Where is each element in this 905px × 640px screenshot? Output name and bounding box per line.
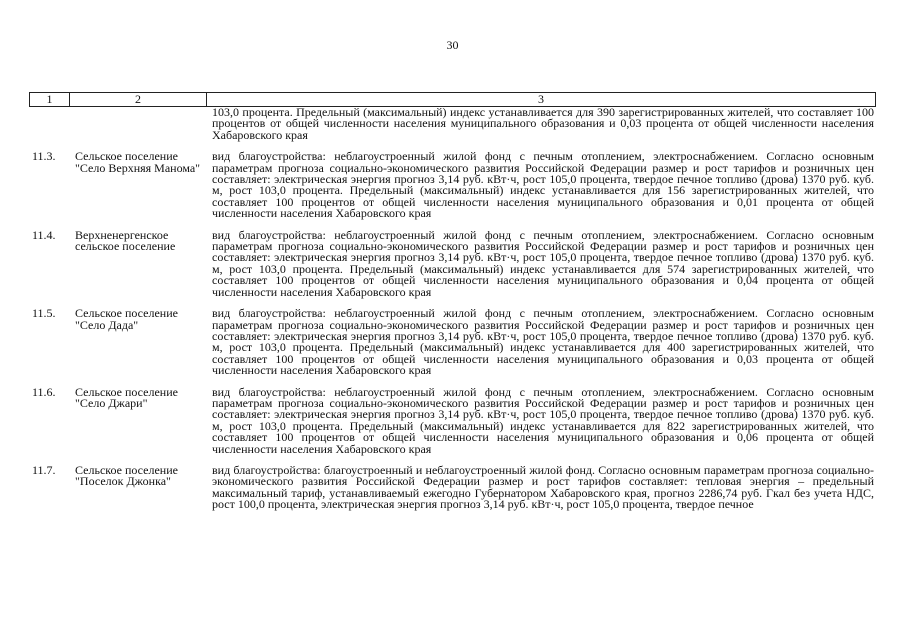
settlement-description: вид благоустройства: благоустроенный и неблагоустроенный жилой фонд. Согласно основным параметрам прогноза социально-экономического развития Российской Федерации размер и рост тарифов составляет: тепловая энергия – предельный максимальный тариф, устанавливаемый ежегодно Губернатором Хабаровского края, прогноз 2286,74 руб. Гкал без учета НДС, рост 100,0 процента, электрическая энергия прогноз 3,14 руб. кВт·ч, рост 105,0 процента, твердое печное — [212, 462, 874, 512]
row-number: 11.3. — [32, 149, 56, 164]
continuation-text: 103,0 процента. Предельный (максимальный) индекс устанавливается для 390 зарегистрированных жителей, что составляет 100 процентов от общей численности населения муниципального образования и 0,03 процента от общей численности населения Хабаровского края — [212, 105, 874, 142]
row-number: 11.6. — [32, 384, 56, 399]
settlement-name: Сельское поселение "Село Джари" — [75, 384, 178, 410]
settlement-name: Верхненергенское сельское поселение — [75, 227, 176, 254]
table-row — [29, 462, 876, 512]
header-col-3: 3 — [538, 92, 544, 106]
row-number: 11.7. — [32, 462, 56, 477]
table-row — [29, 151, 876, 219]
table-row — [29, 308, 876, 376]
settlement-description: вид благоустройства: неблагоустроенный жилой фонд с печным отоплением, электроснабжением. Согласно основным параметрам прогноза социально-экономического развития Российской Федерации размер и рост тарифов и розничных цен составляет: электрическая энергия прогноз 3,14 руб. кВт·ч, рост 105,0 процента, твердое печное топливо (дрова) 1370 руб. куб. м, рост 103,0 процента. Предельный (максимальный) индекс устанавливается для 574 зарегистрированных жителей, что составляет 100 процентов от общей численности населения муниципального образования и 0,04 процента от общей численности населения Хабаровского края — [212, 227, 874, 299]
table-body — [29, 107, 876, 511]
settlement-description: вид благоустройства: неблагоустроенный жилой фонд с печным отоплением, электроснабжением. Согласно основным параметрам прогноза социально-экономического развития Российской Федерации размер и рост тарифов и розничных цен составляет: электрическая энергия прогноз 3,14 руб. кВт·ч, рост 105,0 процента, твердое печное топливо (дрова) 1370 руб. куб. м, рост 103,0 процента. Предельный (максимальный) индекс устанавливается для 156 зарегистрированных жителей, что составляет 100 процентов от общей численности населения муниципального образования и 0,01 процента от общей численности населения Хабаровского края — [212, 149, 874, 221]
table-row-continuation — [29, 107, 876, 141]
settlement-description: вид благоустройства: неблагоустроенный жилой фонд с печным отоплением, электроснабжением. Согласно основным параметрам прогноза социально-экономического развития Российской Федерации размер и рост тарифов и розничных цен составляет: электрическая энергия прогноз 3,14 руб. кВт·ч, рост 105,0 процента, твердое печное топливо (дрова) 1370 руб. куб. м, рост 103,0 процента. Предельный (максимальный) индекс устанавливается для 822 зарегистрированных жителей, что составляет 100 процентов от общей численности населения муниципального образования и 0,06 процента от общей численности населения Хабаровского края — [212, 384, 874, 456]
settlement-description: вид благоустройства: неблагоустроенный жилой фонд с печным отоплением, электроснабжением. Согласно основным параметрам прогноза социально-экономического развития Российской Федерации размер и рост тарифов и розничных цен составляет: электрическая энергия прогноз 3,14 руб. кВт·ч, рост 105,0 процента, твердое печное топливо (дрова) 1370 руб. куб. м, рост 103,0 процента. Предельный (максимальный) индекс устанавливается для 400 зарегистрированных жителей, что составляет 100 процентов от общей численности населения муниципального образования и 0,03 процента от общей численности населения Хабаровского края — [212, 306, 874, 378]
settlement-name: Сельское поселение "Село Дада" — [75, 306, 178, 332]
header-col-2: 2 — [70, 93, 207, 106]
table-row — [29, 384, 876, 456]
table-row — [29, 227, 876, 299]
row-number: 11.5. — [32, 306, 56, 321]
page-number: 30 — [446, 38, 459, 52]
header-col-1: 1 — [30, 93, 70, 106]
settlement-name: Сельское поселение "Поселок Джонка" — [75, 462, 178, 489]
settlement-name: Сельское поселение "Село Верхняя Манома" — [75, 149, 201, 175]
row-number: 11.4. — [32, 227, 56, 242]
